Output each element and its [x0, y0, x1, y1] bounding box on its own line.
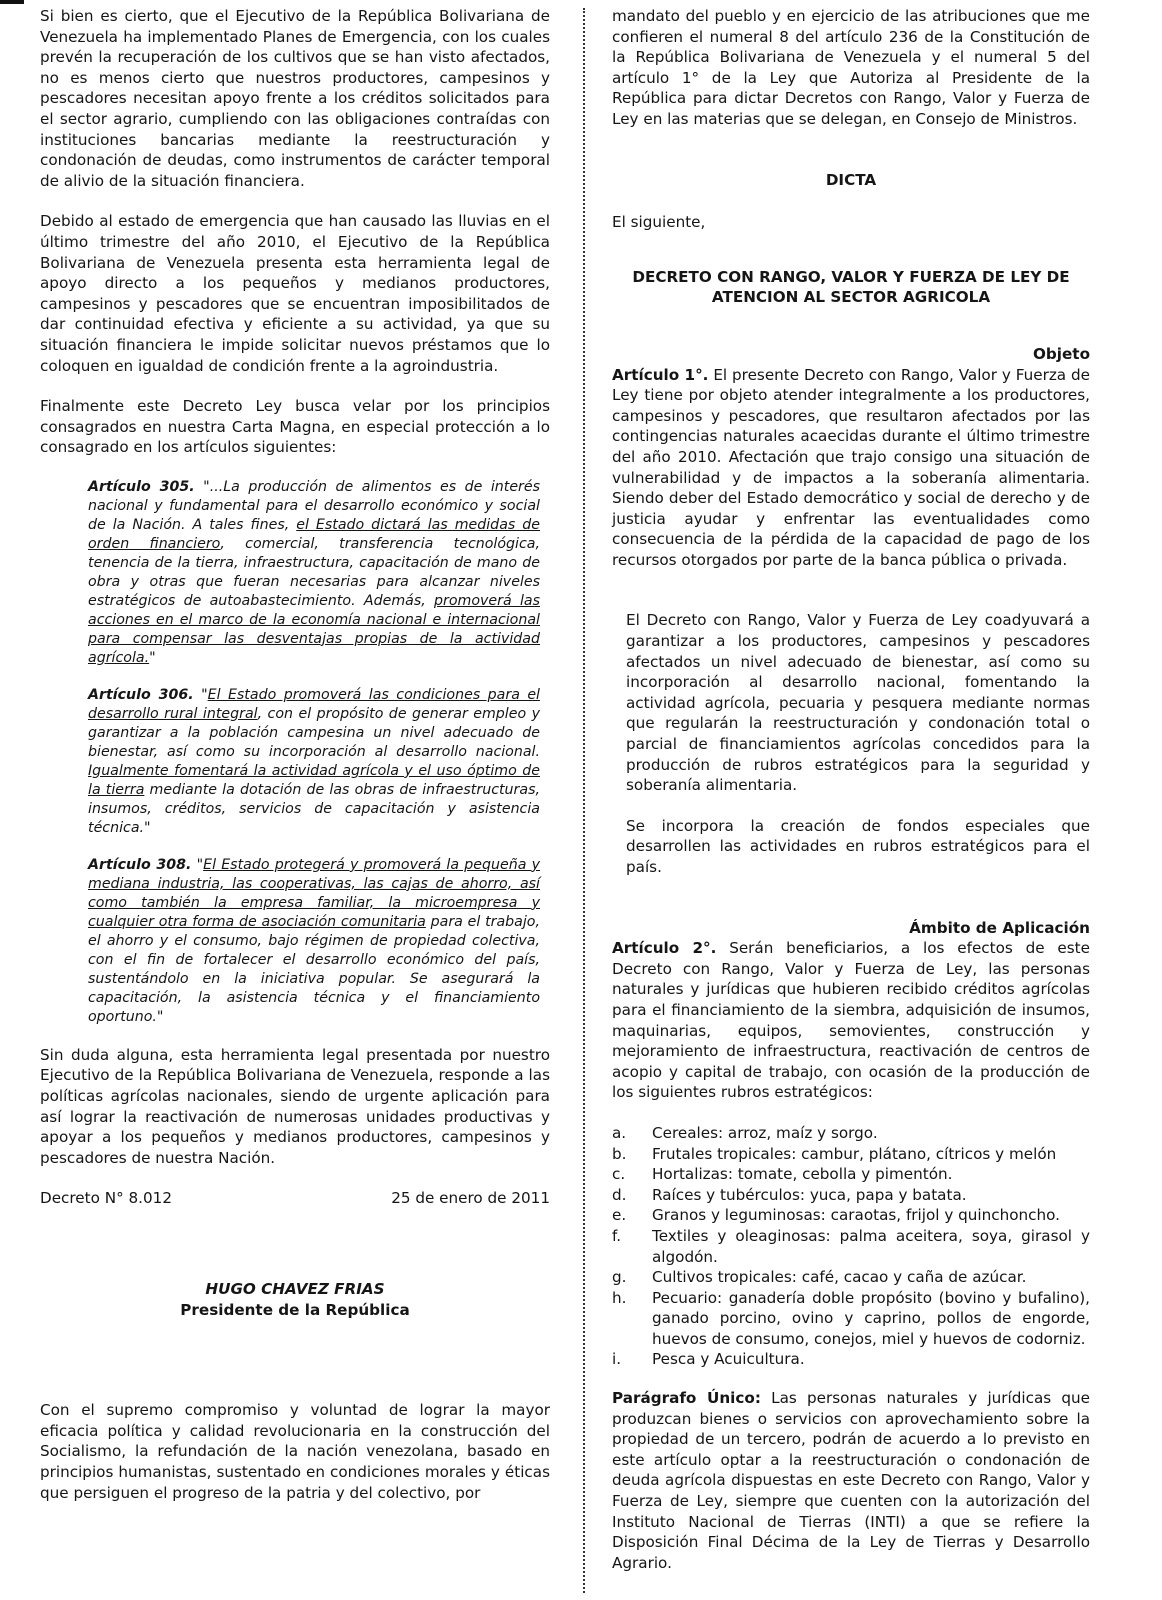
article-2-label: Artículo 2°. [612, 939, 717, 958]
rubros-list [612, 1123, 1090, 1370]
mandate-paragraph: mandato del pueblo y en ejercicio de las atribuciones que me confieren el numeral 8 del artículo 236 de la Constitución de la República Bolivariana de Venezuela y el numeral 5 del artículo 1° de la Ley que Autoriza al Presidente de la República para dictar Decretos con Rango, Valor y Fuerza de Ley en las materias que se delegan, en Consejo de Ministros. [612, 7, 1090, 128]
list-item: g. Cultivos tropicales: café, cacao y caña de azúcar. [612, 1268, 1027, 1287]
list-item: f. Textiles y oleaginosas: palma aceitera, soya, girasol y algodón. [612, 1226, 1090, 1266]
list-item: e. Granos y leguminosas: caraotas, frijol y quinchoncho. [612, 1206, 1060, 1225]
list-item: a. Cereales: arroz, maíz y sorgo. [612, 1123, 878, 1142]
left-column [40, 6, 550, 1503]
quote-article-306: Artículo 306. "El Estado promoverá las condiciones para el desarrollo rural integral, con el propósito de generar empleo y garantizar a la población campesina un nivel adecuado de bienestar, así como su incorporación al desarrollo nacional. Igualmente fomentará la actividad agrícola y el uso óptimo de la tierra mediante la dotación de las obras de infraestructuras, insumos, créditos, servicios de capacitación y asistencia técnica." [88, 686, 541, 836]
commitment-paragraph: Con el supremo compromiso y voluntad de lograr la mayor eficacia política y calidad revolucionaria en la construcción del Socialismo, la refundación de la nación venezolana, basado en principios humanistas, sustentado en condiciones morales y éticas que persiguen el progreso de la patria y del colectivo, por [40, 1401, 550, 1502]
right-column [612, 6, 1090, 1573]
paragrafo-unico-label: Parágrafo Único: [612, 1389, 761, 1408]
article-2: Artículo 2°. Serán beneficiarios, a los efectos de este Decreto con Rango, Valor y Fuerza de Ley, las personas naturales y jurídicas que hubieren recibido créditos agrícolas para el financiamiento de la siembra, adquisición de insumos, maquinarias, equipos, semovientes, construcción y mejoramiento de infraestructura, reactivación de centros de acopio y capital de trabajo, con ocasión de la producción de los siguientes rubros estratégicos: [612, 939, 1090, 1102]
list-item: b. Frutales tropicales: cambur, plátano, cítricos y melón [612, 1144, 1057, 1163]
list-item: c. Hortalizas: tomate, cebolla y pimentón. [612, 1165, 953, 1184]
quote-label: Artículo 306. [88, 686, 194, 703]
column-divider [583, 8, 585, 1593]
quote-label: Artículo 305. [88, 478, 195, 495]
decree-number: Decreto N° 8.012 [40, 1189, 172, 1208]
quote-label: Artículo 308. [88, 856, 192, 873]
signature-block [40, 1279, 550, 1320]
el-siguiente: El siguiente, [612, 213, 706, 232]
list-item: d. Raíces y tubérculos: yuca, papa y batata. [612, 1185, 967, 1204]
article-1: Artículo 1°. El presente Decreto con Rango, Valor y Fuerza de Ley tiene por objeto atender integralmente a los productores, campesinos y pescadores, que resultaron afectados por las contingencias naturales acaecidas durante el último trimestre del año 2010. Afectación que trajo consigo una situación de vulnerabilidad y de impactos a la soberanía alimentaria. Siendo deber del Estado democrático y social de derecho y de justicia ayudar y enfrentar las eventualidades como consecuencia de la pérdida de la capacidad de pago de los recursos otorgados por parte de la banca pública o privada. [612, 365, 1090, 569]
fondos-paragraph: Se incorpora la creación de fondos especiales que desarrollen las actividades en rubros estratégicos para el país. [626, 816, 1090, 876]
article-1-label: Artículo 1°. [612, 365, 709, 384]
quote-article-308: Artículo 308. "El Estado protegerá y promoverá la pequeña y mediana industria, las cooperativas, las cajas de ahorro, así como también la empresa familiar, la microempresa y cualquier otra forma de asociación comunitaria para el trabajo, el ahorro y el consumo, bajo régimen de propiedad colectiva, con el fin de fortalecer el desarrollo económico del país, sustentándolo en la iniciativa popular. Se asegurará la capacitación, la asistencia técnica y el financiamiento oportuno." [88, 856, 540, 1025]
decree-title-line-1: DECRETO CON RANGO, VALOR Y FUERZA DE LEY DE [632, 267, 1070, 286]
list-item: h. Pecuario: ganadería doble propósito (bovino y bufalino), ganado porcino, ovino y caprino, pollos de engorde, huevos de consumo, conejos, miel y huevos de codorniz. [612, 1288, 1090, 1348]
coadyuvara-paragraph: El Decreto con Rango, Valor y Fuerza de Ley coadyuvará a garantizar a los productores, campesinos y pescadores afectados un nivel adecuado de bienestar, así como su incorporación al desarrollo nacional, fomentando la actividad agrícola, pecuaria y pesquera mediante normas que regularán la reestructuración y condonación total o parcial de financiamientos agrícolas concedidos para la producción de rubros estratégicos para la seguridad y soberanía alimentaria. [626, 611, 1090, 795]
conclusion-paragraph: Sin duda alguna, esta herramienta legal presentada por nuestro Ejecutivo de la República Bolivariana de Venezuela, responde a las políticas agrícolas nacionales, siendo de urgente aplicación para así lograr la reactivación de numerosas unidades productivas y apoyar a los pequeños y medianos productores, campesinos y pescadores de nuestra Nación. [40, 1045, 550, 1167]
decree-title [612, 267, 1090, 308]
decree-title-line-2: ATENCION AL SECTOR AGRICOLA [711, 288, 991, 307]
signature-name: HUGO CHAVEZ FRIAS [205, 1280, 385, 1299]
decree-date: 25 de enero de 2011 [391, 1189, 550, 1208]
intro-paragraph: Si bien es cierto, que el Ejecutivo de la República Bolivariana de Venezuela ha implementado Planes de Emergencia, con los cuales prevén la recuperación de los cultivos que se han visto afectados, no es menos cierto que nuestros productores, campesinos y pescadores necesitan apoyo frente a los créditos solicitados para el sector agrario, cumpliendo con las obligaciones contraídas con instituciones bancarias mediante la reestructuración y condonación de deudas, como instrumentos de carácter temporal de alivio de la situación financiera. [40, 7, 550, 190]
paragrafo-unico: Parágrafo Único: Las personas naturales y jurídicas que produzcan bienes o servicios con aprovechamiento sobre la propiedad de un tercero, podrán de acuerdo a lo previsto en este artículo optar a la reestructuración o condonación de deuda agrícola dispuestas en este Decreto con Rango, Valor y Fuerza de Ley, siempre que cuenten con la autorización del Instituto Nacional de Tierras (INTI) a que se refiere la Disposición Final Décima de la Ley de Tierras y Desarrollo Agrario. [612, 1389, 1090, 1572]
signature-title: Presidente de la República [180, 1300, 410, 1319]
emergency-paragraph: Debido al estado de emergencia que han causado las lluvias en el último trimestre del año 2010, el Ejecutivo de la República Bolivariana de Venezuela presenta esta herramienta legal de apoyo directo a los pequeños y medianos productores, campesinos y pescadores que se encuentran imposibilitados de dar continuidad efectiva y eficiente a su actividad, ya que su situación financiera le impide solicitar nuevos préstamos que lo coloquen en igualdad de condición frente a la agroindustria. [40, 212, 550, 375]
objeto-heading: Objeto [1033, 344, 1090, 363]
decree-line [40, 1188, 550, 1209]
list-item: i. Pesca y Acuicultura. [612, 1350, 805, 1369]
quote-article-305: Artículo 305. "...La producción de alimentos es de interés nacional y fundamental para el desarrollo económico y social de la Nación. A tales fines, el Estado dictará las medidas de orden financiero, comercial, transferencia tecnológica, tenencia de la tierra, infraestructura, capacitación de mano de obra y otras que fueran necesarias para alcanzar niveles estratégicos de autoabastecimiento. Además, promoverá las acciones en el marco de la economía nacional e internacional para compensar las desventajas propias de la actividad agrícola." [88, 478, 541, 666]
principles-paragraph: Finalmente este Decreto Ley busca velar por los principios consagrados en nuestra Carta Magna, en especial protección a lo consagrado en los artículos siguientes: [40, 397, 550, 457]
ambito-heading: Ámbito de Aplicación [909, 918, 1090, 937]
dicta-heading: DICTA [825, 170, 877, 189]
scan-corner-mark [0, 0, 24, 4]
